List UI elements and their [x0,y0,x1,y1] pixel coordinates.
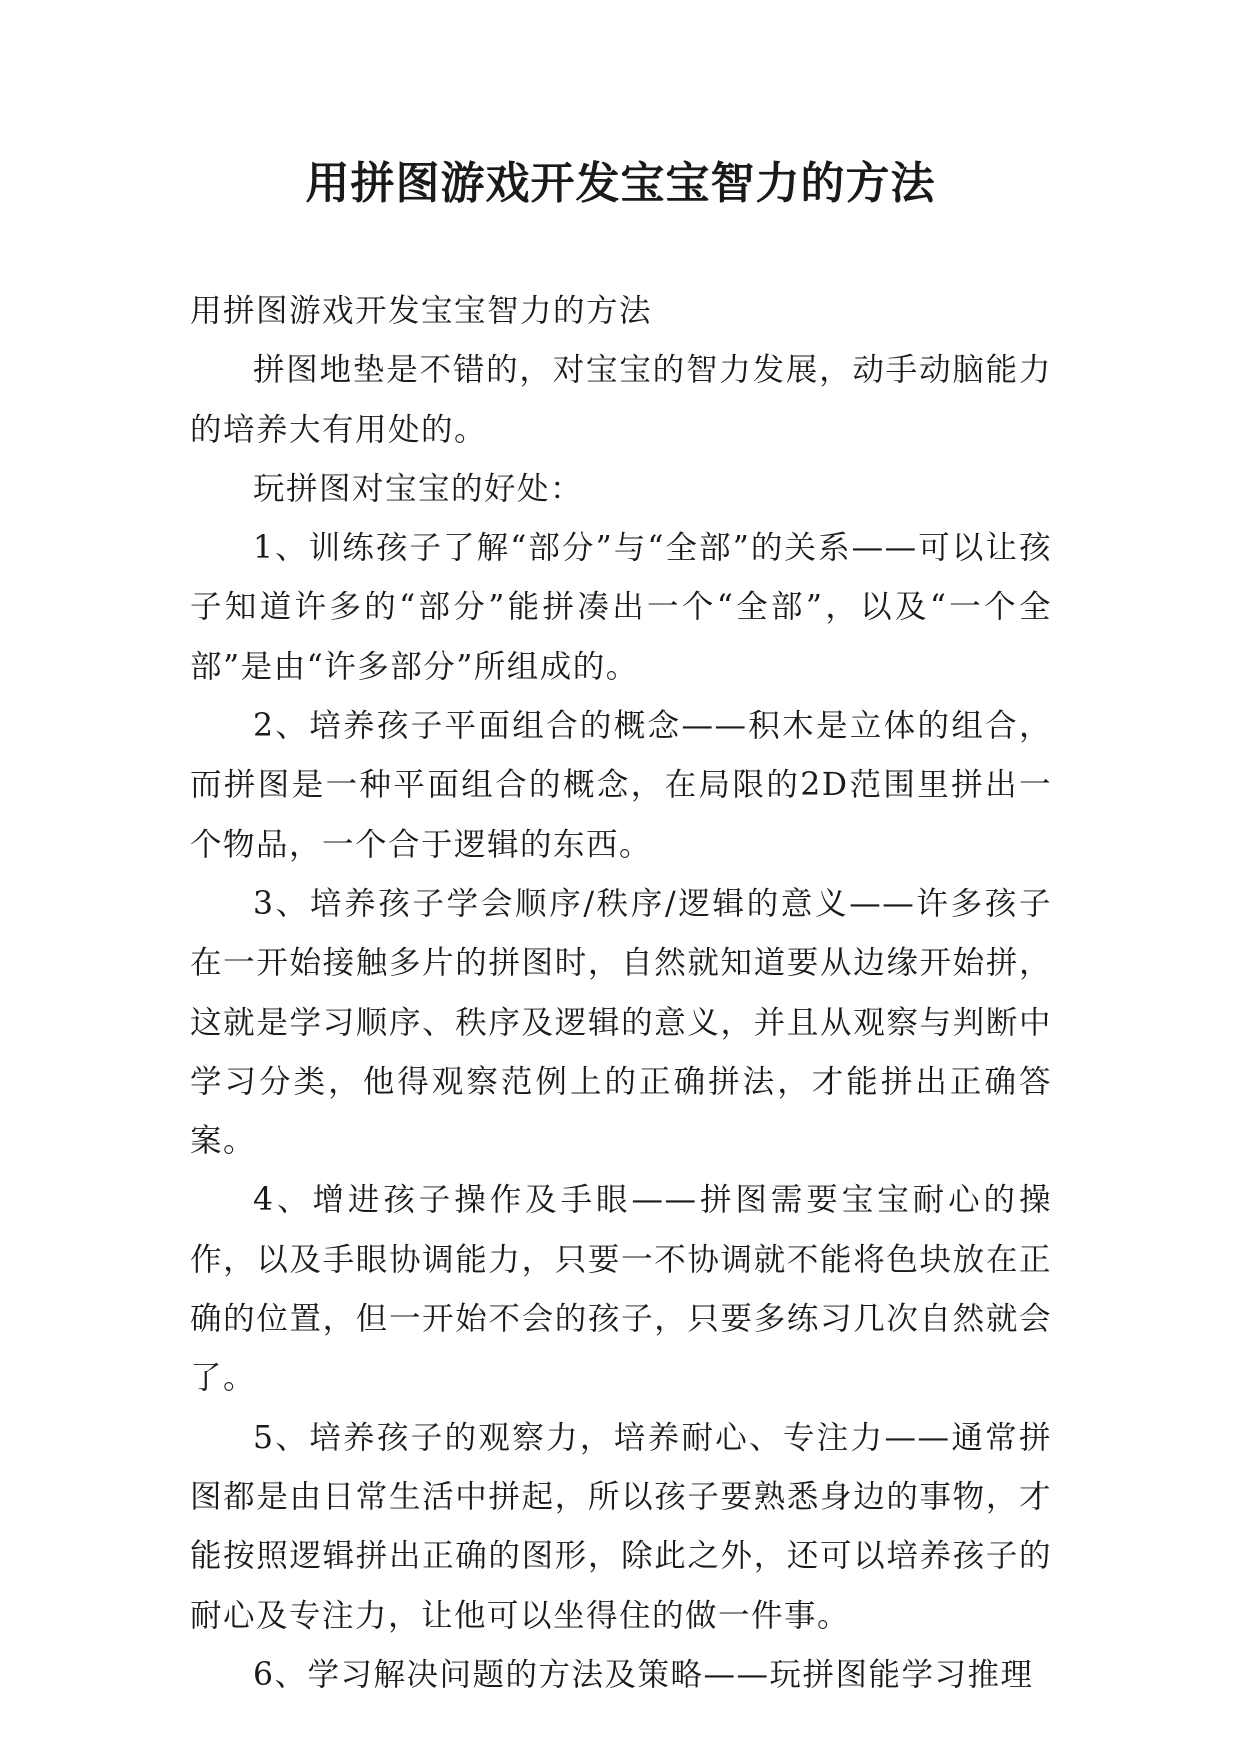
paragraph-benefit-3: 3、培养孩子学会顺序/秩序/逻辑的意义——许多孩子在一开始接触多片的拼图时，自然就知道要从边缘开始拼，这就是学习顺序、秩序及逻辑的意义，并且从观察与判断中学习分类，他得观察范例上的正确拼法，才能拼出正确答案。 [190,885,1052,1160]
paragraph-benefit-4: 4、增进孩子操作及手眼——拼图需要宝宝耐心的操作，以及手眼协调能力，只要一不协调就不能将色块放在正确的位置，但一开始不会的孩子，只要多练习几次自然就会了。 [190,1182,1052,1397]
body-heading-line: 用拼图游戏开发宝宝智力的方法 [190,293,653,329]
paragraph-intro: 拼图地垫是不错的，对宝宝的智力发展，动手动脑能力的培养大有用处的。 [190,352,1052,448]
paragraph-benefit-2: 2、培养孩子平面组合的概念——积木是立体的组合，而拼图是一种平面组合的概念，在局限的2D范围里拼出一个物品，一个合于逻辑的东西。 [190,708,1052,863]
paragraph-benefit-5: 5、培养孩子的观察力，培养耐心、专注力——通常拼图都是由日常生活中拼起，所以孩子要熟悉身边的事物，才能按照逻辑拼出正确的图形，除此之外，还可以培养孩子的耐心及专注力，让他可以坐得住的做一件事。 [190,1419,1052,1634]
paragraph-benefit-6: 6、学习解决问题的方法及策略——玩拼图能学习推理 [253,1656,1034,1693]
paragraph-benefits-lead: 玩拼图对宝宝的好处： [253,470,584,507]
paragraph-benefit-1: 1、训练孩子了解“部分”与“全部”的关系——可以让孩子知道许多的“部分”能拼凑出一个“全部”，以及“一个全部”是由“许多部分”所组成的。 [190,530,1052,685]
document-title: 用拼图游戏开发宝宝智力的方法 [305,158,936,209]
document-body [190,282,1052,1705]
